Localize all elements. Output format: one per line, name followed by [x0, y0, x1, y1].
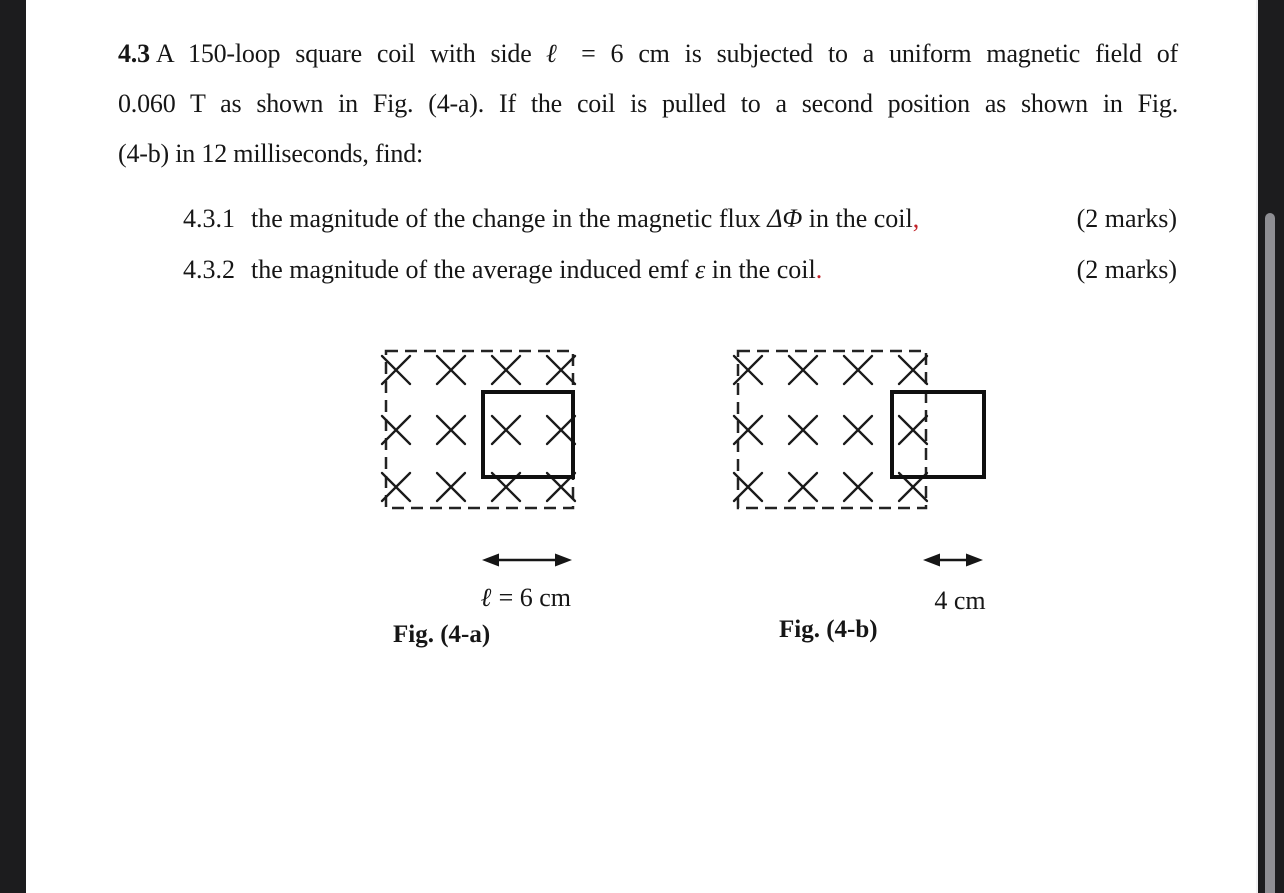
problem-line-2: 0.060 T as shown in Fig. (4-a). If the coil is pulled to a second position as shown in Fig.: [118, 89, 1178, 118]
sub-question-text: [251, 202, 1065, 236]
figure-4b-diagram: [730, 340, 1005, 520]
problem-line1-post: = 6 cm is subjected to a uniform magnetic field of: [566, 39, 1178, 68]
problem-number: 4.3: [118, 39, 150, 68]
flux-into-page-x-mark: [492, 416, 520, 444]
figure-4b-dimension-arrow: [922, 549, 984, 571]
flux-into-page-x-mark: [492, 356, 520, 384]
epsilon-symbol: ε: [694, 255, 706, 284]
arrow-head-left: [923, 554, 940, 567]
problem-line-1: [118, 29, 1178, 79]
figure-4a-dimension-arrow: [481, 549, 573, 571]
marks-badge: (2 marks): [1076, 204, 1177, 233]
vertical-scrollbar-thumb[interactable]: [1265, 213, 1275, 893]
sub-question-431: [183, 202, 1177, 236]
flux-into-page-x-mark: [547, 356, 575, 384]
sub-question-number: 4.3.1: [183, 204, 235, 233]
coil-outline: [892, 392, 984, 477]
flux-into-page-x-mark: [844, 416, 872, 444]
ell-symbol: ℓ: [546, 39, 567, 68]
magnetic-field-region-outline: [386, 351, 573, 508]
figure-4a-dimension-label: [452, 583, 600, 613]
arrow-head-left: [482, 554, 499, 567]
red-period: .: [815, 255, 823, 284]
flux-into-page-x-mark: [789, 416, 817, 444]
figure-4b-caption: Fig. (4-b): [779, 616, 878, 643]
marks-badge: (2 marks): [1076, 255, 1177, 284]
flux-into-page-x-mark: [899, 356, 927, 384]
viewer-left-frame: [0, 0, 26, 893]
delta-phi-symbol: ΔΦ: [767, 204, 803, 233]
problem-statement: [118, 29, 1178, 179]
sub-question-text-pre: the magnitude of the change in the magnetic flux: [251, 204, 768, 233]
flux-into-page-x-mark: [437, 356, 465, 384]
ell-symbol: ℓ: [480, 583, 493, 612]
sub-question-list: [183, 202, 1177, 304]
flux-into-page-x-mark: [789, 356, 817, 384]
flux-into-page-x-mark: [789, 473, 817, 501]
dimension-text: = 6 cm: [492, 583, 572, 612]
sub-question-text-pre: the magnitude of the average induced emf: [251, 255, 695, 284]
flux-into-page-x-mark: [547, 416, 575, 444]
problem-line1-pre: A 150-loop square coil with side: [155, 39, 547, 68]
figure-4a-diagram: [370, 340, 605, 520]
sub-question-text: [251, 253, 1065, 287]
red-comma: ,: [912, 204, 920, 233]
coil-outline: [483, 392, 573, 477]
sub-question-number: 4.3.2: [183, 255, 235, 284]
problem-line-3: (4-b) in 12 milliseconds, find:: [118, 139, 424, 168]
magnetic-field-region-outline: [738, 351, 926, 508]
flux-into-page-x-mark: [437, 416, 465, 444]
sub-question-text-post: in the coil: [802, 204, 913, 233]
sub-question-text-post: in the coil: [705, 255, 816, 284]
sub-question-432: [183, 253, 1177, 287]
dimension-text: 4 cm: [934, 586, 986, 615]
flux-into-page-x-mark: [899, 416, 927, 444]
flux-into-page-x-mark: [844, 356, 872, 384]
arrow-head-right: [966, 554, 983, 567]
figure-4a-caption: Fig. (4-a): [393, 621, 491, 648]
arrow-head-right: [555, 554, 572, 567]
figure-4b-dimension-label: [900, 586, 1020, 616]
flux-into-page-x-mark: [844, 473, 872, 501]
flux-into-page-x-mark: [437, 473, 465, 501]
